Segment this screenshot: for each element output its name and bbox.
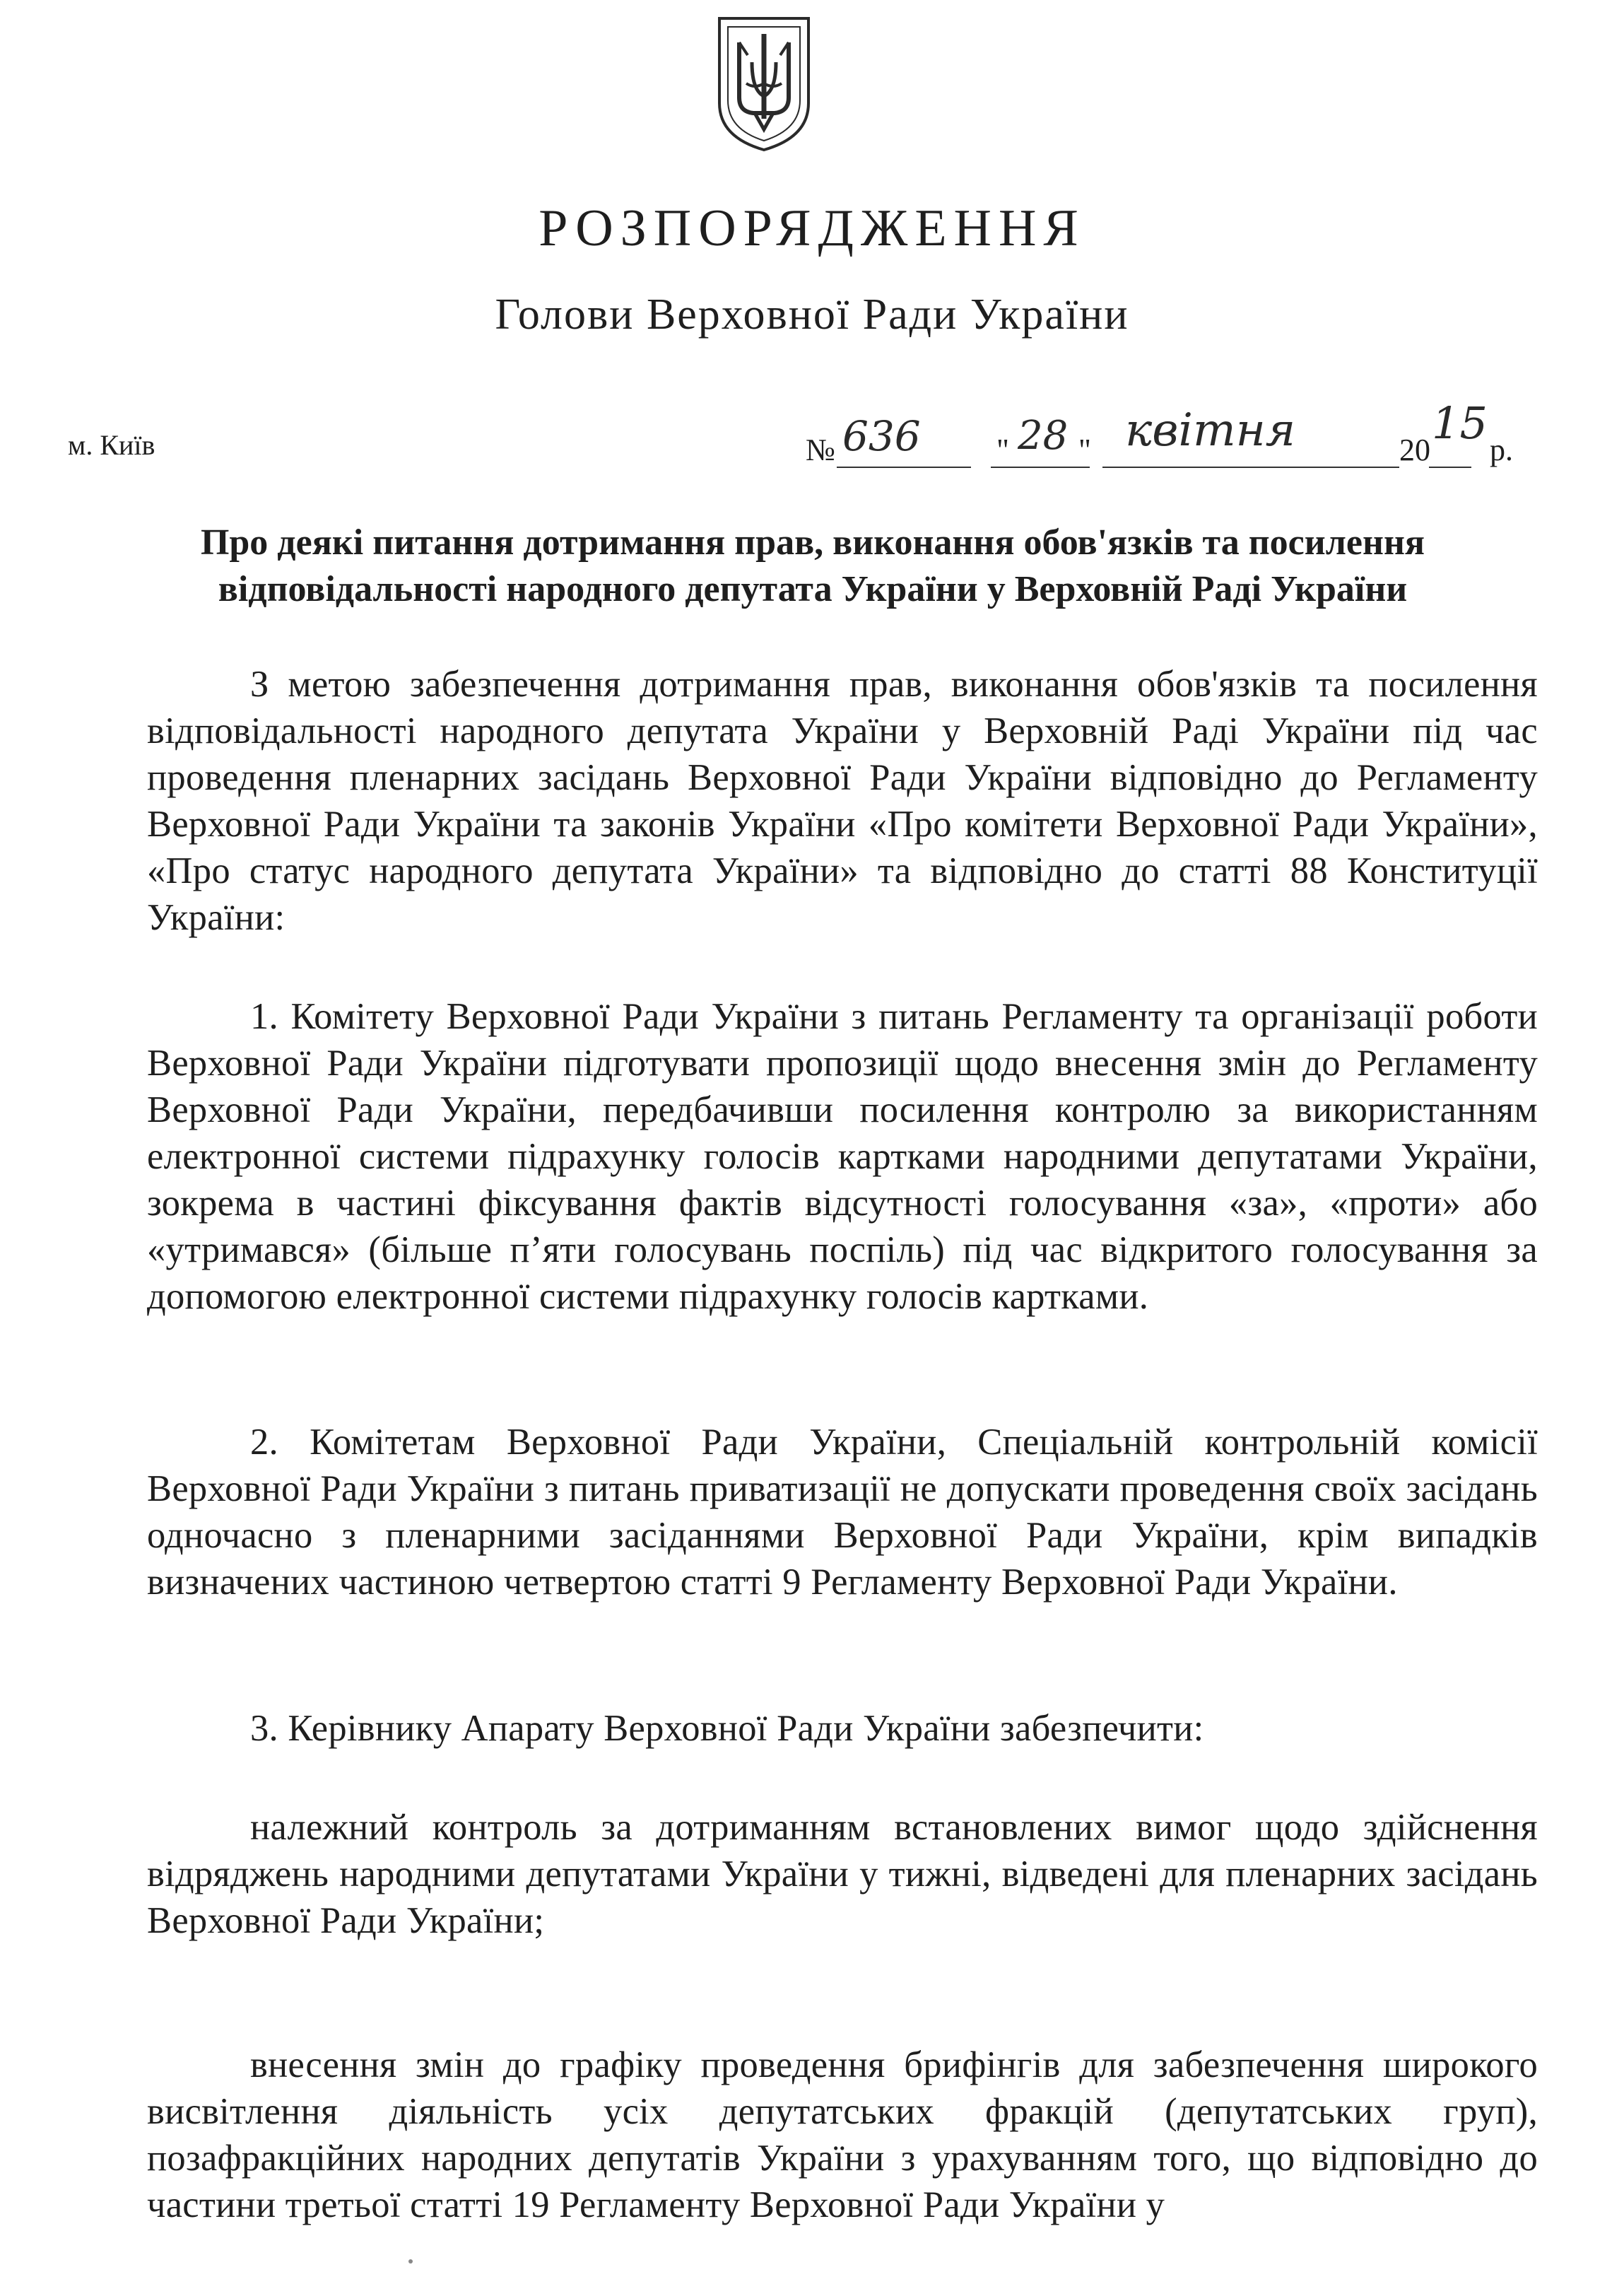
registration-year-suffix: 15	[1432, 397, 1488, 449]
month-underline	[1102, 467, 1399, 468]
registration-day: 28	[1018, 413, 1069, 459]
year-underline	[1429, 467, 1471, 468]
intro-paragraph: З метою забезпечення дотримання прав, виконання обов'язків та посилення відповідальності народного депутата України у Верховній Раді України під час проведення пленарних засідань Верховної Ради України відповідно до Регламенту Верховної Ради України та законів України «Про комітети Верховної Ради України», «Про статус народного депутата України» та відповідно до статті 88 Конституції України:	[147, 664, 1538, 938]
day-underline	[991, 467, 1090, 468]
item-1-paragraph: 1. Комітету Верховної Ради України з питань Регламенту та організації роботи Верховної Ради України підготувати пропозиції щодо внесення змін до Регламенту Верховної Ради України, передбачивши посилення контролю за використанням електронної системи підрахунку голосів картками народними депутатами України, зокрема в частині фіксування фактів відсутності голосування «за», «проти» або «утримався» (більше п’яти голосувань поспіль) під час відкритого голосування за допомогою електронної системи підрахунку голосів картками.	[147, 996, 1538, 1317]
year-prefix: 20	[1399, 433, 1430, 467]
year-unit: р.	[1490, 433, 1513, 467]
number-label: №	[806, 433, 835, 467]
day-close-quote: "	[1078, 433, 1091, 467]
number-underline	[837, 467, 971, 468]
city-label: м. Київ	[68, 429, 155, 461]
document-title-text: РОЗПОРЯДЖЕННЯ	[539, 199, 1085, 257]
document-subtitle: Голови Верховної Ради України	[495, 291, 1129, 339]
registration-month: квітня	[1125, 404, 1296, 457]
item-3-paragraph: 3. Керівнику Апарату Верховної Ради України забезпечити:	[250, 1708, 1204, 1749]
document-heading: Про деякі питання дотримання прав, виконання обов'язків та посилення відповідальності народного депутата України у Верховній Раді України	[200, 522, 1425, 609]
trident-coat-of-arms-icon	[711, 13, 817, 154]
item-2-paragraph: 2. Комітетам Верховної Ради України, Спеціальній контрольній комісії Верховної Ради України з питань приватизації не допускати проведення своїх засідань одночасно з пленарними засіданнями Верховної Ради України, крім випадків визначених частиною четвертою статті 9 Регламенту Верховної Ради України.	[147, 1422, 1538, 1603]
day-open-quote: "	[996, 433, 1009, 467]
document-title	[0, 197, 1624, 260]
registration-line	[806, 396, 1555, 467]
registration-number: 636	[842, 412, 921, 460]
item-3-subparagraph-2: внесення змін до графіку проведення брифінгів для забезпечення широкого висвітлення діяльність усіх депутатських фракцій (депутатських груп), позафракційних народних депутатів України з урахуванням того, що відповідно до частини третьої статті 19 Регламенту Верховної Ради України у	[147, 2044, 1538, 2225]
scan-speck	[408, 2259, 413, 2264]
item-3-subparagraph-1: належний контроль за дотриманням встановлених вимог щодо здійснення відряджень народними депутатами України у тижні, відведені для пленарних засідань Верховної Ради України;	[147, 1807, 1538, 1941]
